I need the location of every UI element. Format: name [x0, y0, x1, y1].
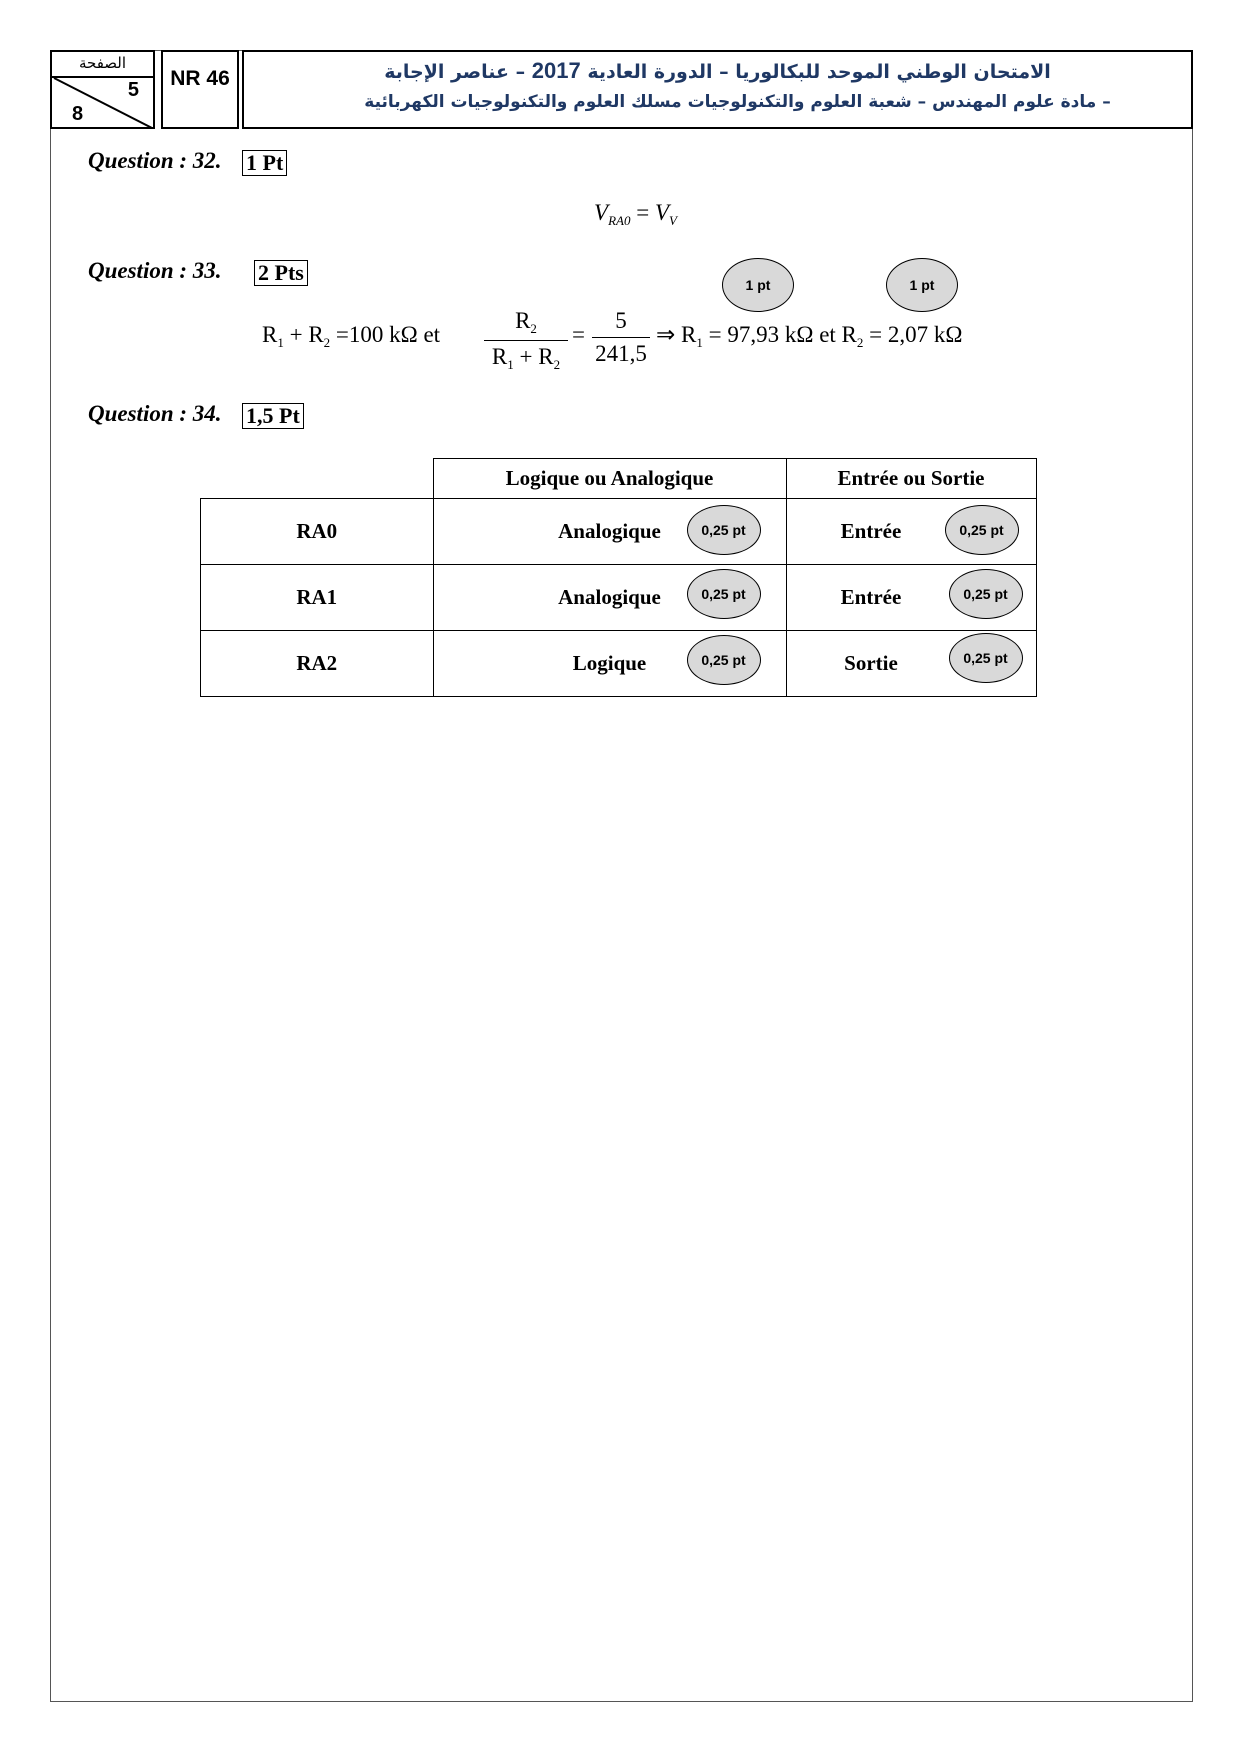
eq-sub: 1 — [696, 335, 703, 350]
question-32-points: 1 Pt — [242, 150, 287, 176]
equals-sign: = — [572, 322, 585, 347]
points-badge: 0,25 pt — [687, 635, 761, 685]
page-total: 8 — [72, 103, 84, 125]
page-frame — [50, 50, 1193, 1702]
eq-plus: + R — [289, 322, 324, 347]
pin-direction-cell — [786, 631, 1036, 697]
title-line-1 — [244, 58, 1191, 84]
page-label: الصفحة — [52, 52, 153, 78]
pin-name: RA1 — [201, 565, 434, 631]
table-header-type: Logique ou Analogique — [433, 459, 786, 499]
pin-type-cell — [433, 631, 786, 697]
question-33-result — [656, 322, 962, 351]
pin-direction: Sortie — [844, 651, 898, 675]
page-number: 5 — [127, 79, 139, 101]
question-33-points: 2 Pts — [254, 260, 308, 286]
fraction-r2-over-sum — [484, 308, 568, 373]
points-badge: 0,25 pt — [949, 633, 1023, 683]
page-number-box — [50, 50, 155, 129]
question-33-label: Question : 33. — [88, 258, 222, 283]
pin-type: Analogique — [558, 585, 661, 609]
title-line-2: – مادة علوم المهندس – شعبة العلوم والتكنولوجيات مسلك العلوم والتكنولوجيات الكهربائية — [364, 92, 1111, 112]
frac-num: R — [515, 308, 531, 333]
eq-op: = — [636, 200, 650, 225]
table-row — [201, 565, 1037, 631]
eq-r: R — [262, 322, 278, 347]
question-34-label: Question : 34. — [88, 401, 222, 426]
frac-den: 241,5 — [595, 341, 647, 366]
table-row — [201, 631, 1037, 697]
fraction-bar — [592, 337, 650, 338]
frac-den-sub: 1 — [507, 357, 514, 372]
question-32-label: Question : 32. — [88, 148, 222, 173]
pin-type-cell — [433, 499, 786, 565]
eq-rhs: V — [654, 200, 669, 225]
title-line-1-start: الامتحان الوطني الموحد للبكالوريا – الدورة العادية — [587, 61, 1051, 83]
exam-code: NR 46 — [161, 50, 239, 129]
eq-sub: 1 — [277, 335, 284, 350]
page-header — [50, 50, 1193, 129]
pin-type-cell — [433, 565, 786, 631]
eq-lhs-sub: RA0 — [608, 213, 631, 228]
pin-direction: Entrée — [840, 519, 902, 543]
points-badge: 0,25 pt — [949, 569, 1023, 619]
pin-direction-cell — [786, 499, 1036, 565]
pin-name: RA0 — [201, 499, 434, 565]
frac-den-plus: + R — [519, 344, 554, 369]
eq-value: =100 kΩ et — [335, 322, 441, 347]
eq-lhs: V — [594, 200, 609, 225]
pin-direction-cell — [786, 565, 1036, 631]
pin-type: Logique — [572, 651, 647, 675]
pin-table — [200, 458, 1037, 697]
pin-direction: Entrée — [840, 585, 902, 609]
points-badge: 0,25 pt — [945, 505, 1019, 555]
table-corner — [201, 459, 434, 499]
points-badge: 1 pt — [886, 258, 958, 312]
points-badge: 0,25 pt — [687, 505, 761, 555]
frac-num-sub: 2 — [530, 321, 537, 336]
question-32-equation — [594, 200, 677, 229]
eq-result-1: = 97,93 kΩ et R — [708, 322, 857, 347]
question-34-points: 1,5 Pt — [242, 403, 304, 429]
points-badge: 0,25 pt — [687, 569, 761, 619]
fraction-bar — [484, 340, 568, 341]
question-33-equation-part1 — [262, 322, 440, 351]
frac-den: R — [491, 344, 508, 369]
eq-sub: 2 — [323, 335, 331, 350]
exam-title — [242, 50, 1193, 129]
title-year: 2017 — [531, 58, 581, 83]
eq-implies: ⇒ R — [656, 322, 697, 347]
frac-den-sub: 2 — [553, 357, 561, 372]
eq-rhs-sub: V — [669, 213, 677, 228]
points-badge: 1 pt — [722, 258, 794, 312]
frac-num: 5 — [615, 308, 627, 333]
table-row — [201, 499, 1037, 565]
table-header-direction: Entrée ou Sortie — [786, 459, 1036, 499]
eq-sub: 2 — [856, 335, 864, 350]
fraction-5-over-241 — [592, 308, 650, 367]
eq-result-2: = 2,07 kΩ — [869, 322, 963, 347]
title-line-1-end: – عناصر الإجابة — [384, 61, 526, 83]
pin-name: RA2 — [201, 631, 434, 697]
pin-type: Analogique — [558, 519, 661, 543]
